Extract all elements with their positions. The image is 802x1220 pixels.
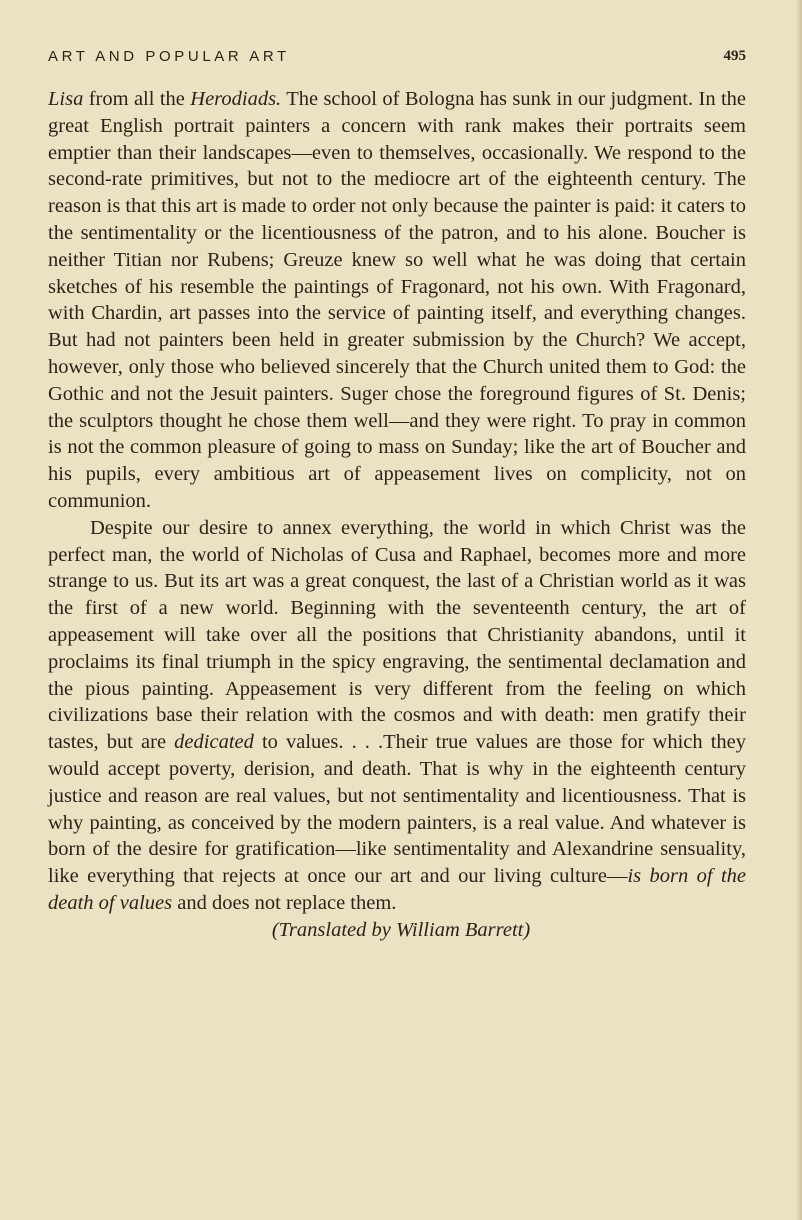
paragraph-1-text-a: from all the (83, 88, 191, 110)
page-header (48, 48, 746, 72)
italic-dedicated: dedicated (174, 731, 254, 754)
italic-death-of-values: is born of the death of values (48, 865, 746, 914)
translator-credit-text: (Translated by William Barrett) (271, 918, 531, 941)
paragraph-2-text-c: and does not replace them. (172, 891, 397, 914)
italic-lisa: Lisa (48, 88, 84, 110)
paragraph-1 (48, 86, 746, 515)
running-head: ART AND POPULAR ART (48, 48, 290, 65)
translator-credit (48, 917, 746, 944)
page-number: 495 (723, 48, 746, 64)
paragraph-2-text-b: to values. . . .Their true values are those for which they would accept poverty, derision, and death. That is why in the eighteenth century justice and reason are real values, but not sentimentality and licentiousness. That is why painting, as conceived by the modern painters, is a real value. And whatever is born of the desire for gratification—like sentimentality and Alexandrine sensuality, like everything that rejects at once our art and our living culture— (48, 731, 747, 888)
body-text (48, 86, 746, 944)
italic-herodiads: Herodiads. (190, 88, 282, 110)
paragraph-2-text-a: Despite our desire to annex everything, the world in which Christ was the perfect man, the world of Nicholas of Cusa and Raphael, becomes more and more strange to us. But its art was a great conquest, the last of a Christian world as it was the first of a new world. Beginning with the seventeenth century, the art of appeasement will take over all the positions that Christianity abandons, until it proclaims its final triumph in the spicy engraving, the sentimental declamation and the pious painting. Appeasement is very different from the feeling on which civilizations base their relation with the cosmos and with death: men gratify their tastes, but are (48, 516, 746, 754)
paragraph-1-text-b: The school of Bologna has sunk in our judgment. In the great English portrait painters a concern with rank makes their portraits seem emptier than their landscapes—even to themselves, occasionally. We respond to the second-rate primitives, but not to the mediocre art of the eighteenth century. The reason is that this art is made to order not only because the painter is paid: it caters to the sentimentality or the licentiousness of the patron, and to his alone. Boucher is neither Titian nor Rubens; Greuze knew so well what he was doing that certain sketches of his resemble the paintings of Fragonard, not his own. With Fragonard, with Chardin, art passes into the service of painting itself, and everything changes. But had not painters been held in greater submission by the Church? We accept, however, only those who believed sincerely that the Church united them to God: the Gothic and not the Jesuit painters. Suger chose the foreground figures of St. Denis; the sculptors thought he chose them well—and they were right. To pray in common is not the common pleasure of going to mass on Sunday; like the art of Boucher and his pupils, every ambitious art of appeasement lives on complicity, not on communion. (48, 88, 747, 512)
paragraph-2 (48, 515, 746, 917)
page-edge (796, 0, 802, 1220)
